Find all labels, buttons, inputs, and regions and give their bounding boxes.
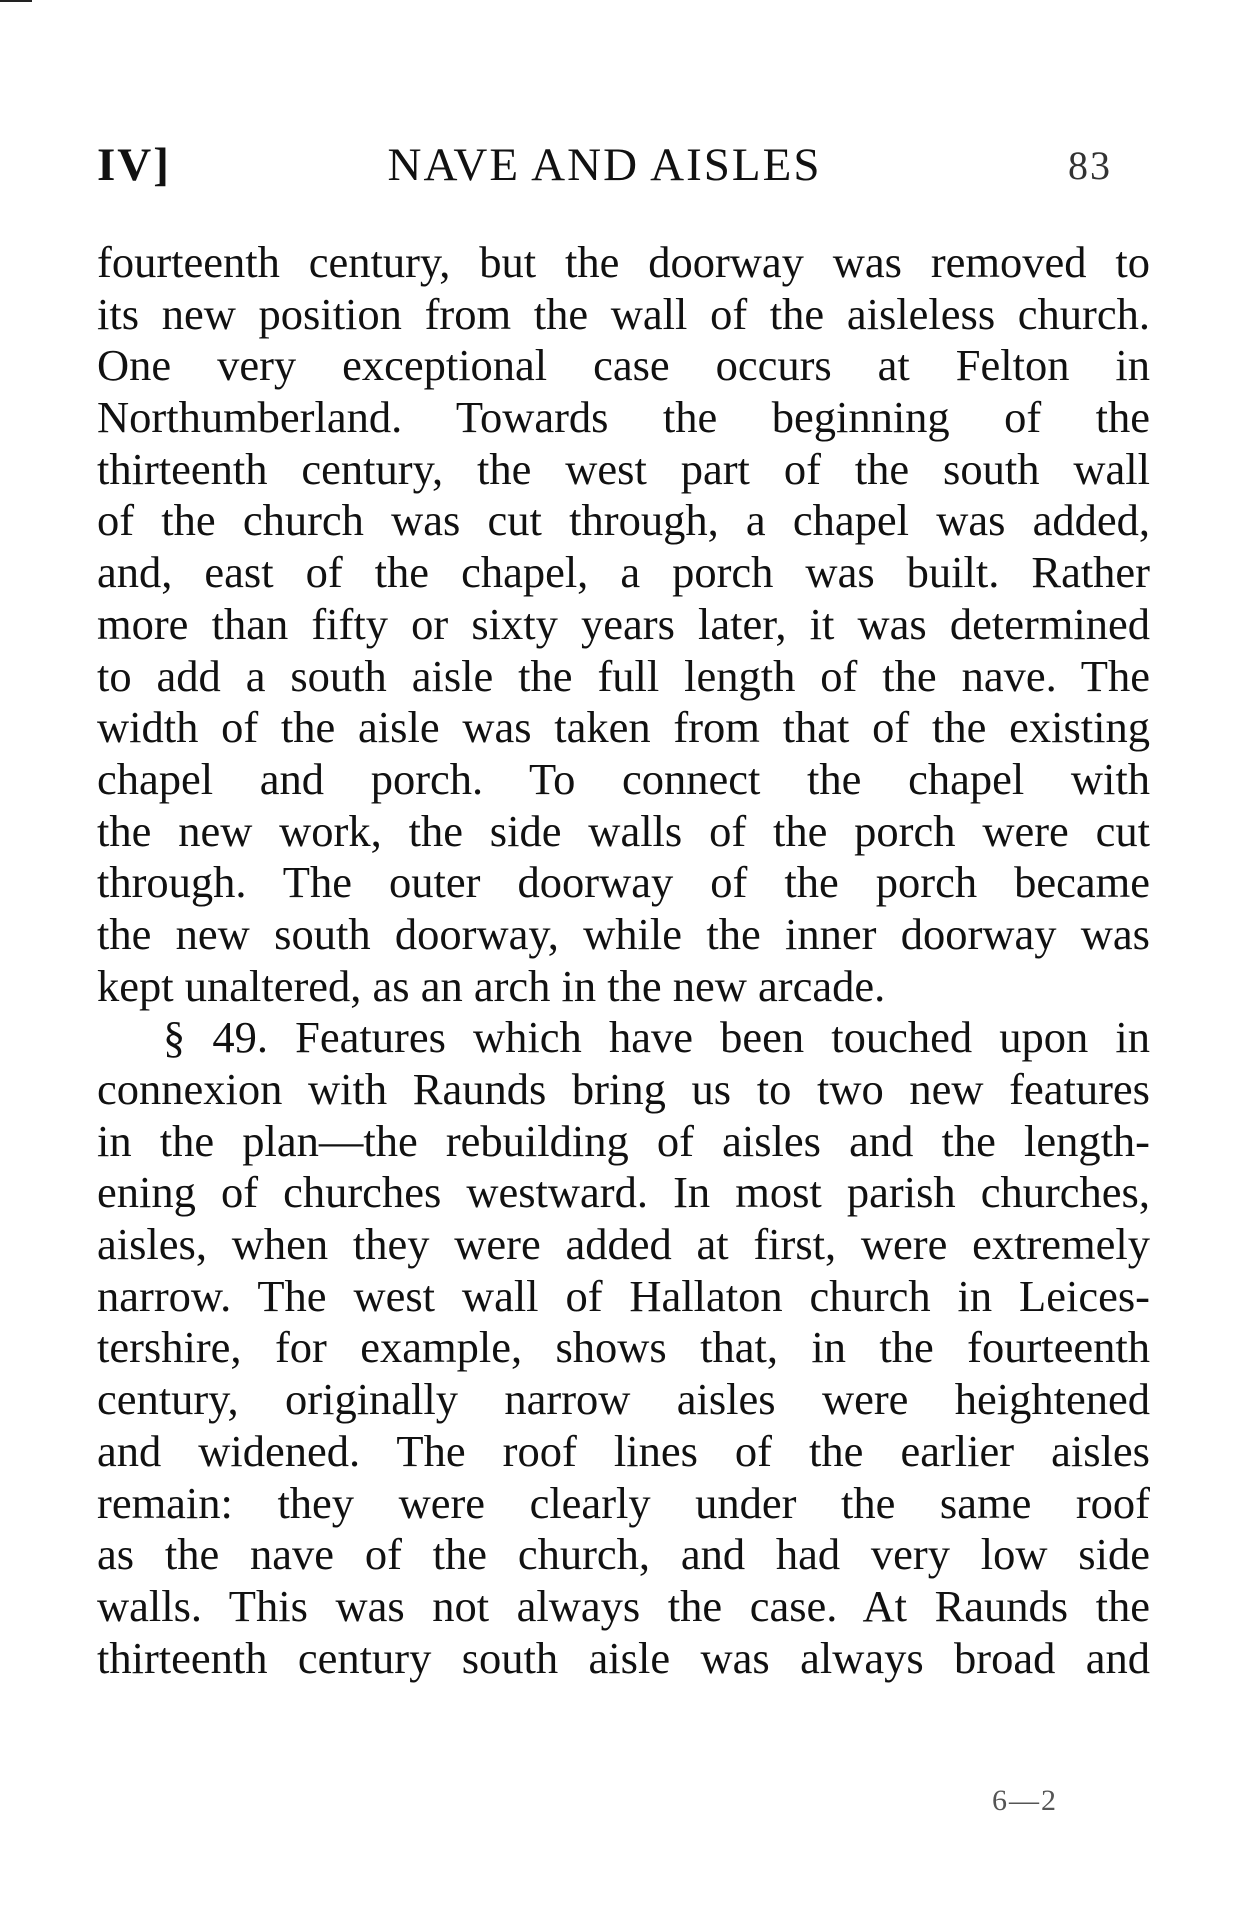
text-line: kept unaltered, as an arch in the new arcade. xyxy=(97,960,886,1011)
text-line: the new south doorway, while the inner doorway was xyxy=(97,908,1150,959)
running-title: NAVE AND AISLES xyxy=(387,139,822,191)
paragraph-2 xyxy=(97,1012,1150,1684)
running-header xyxy=(97,138,1112,198)
text-line: walls. This was not always the case. At Raunds the xyxy=(97,1580,1150,1631)
page-number: 83 xyxy=(1068,143,1112,188)
scan-edge-mark xyxy=(0,0,32,2)
paragraph-1 xyxy=(97,237,1150,1012)
chapter-number: IV] xyxy=(97,139,171,191)
text-line: its new position from the wall of the aisleless church. xyxy=(97,288,1150,339)
text-line: narrow. The west wall of Hallaton church in Leices- xyxy=(97,1270,1150,1321)
text-line: of the church was cut through, a chapel was added, xyxy=(97,495,1150,546)
body-text xyxy=(97,237,1150,1684)
text-line: more than fifty or sixty years later, it was determined xyxy=(97,598,1150,649)
text-line: fourteenth century, but the doorway was removed to xyxy=(97,237,1150,287)
text-line: One very exceptional case occurs at Felton in xyxy=(97,340,1150,391)
text-line: to add a south aisle the full length of the nave. The xyxy=(97,650,1150,701)
text-line: and widened. The roof lines of the earlier aisles xyxy=(97,1425,1150,1476)
text-line: chapel and porch. To connect the chapel with xyxy=(97,753,1150,804)
text-line: connexion with Raunds bring us to two new features xyxy=(97,1064,1150,1114)
text-line: tershire, for example, shows that, in the fourteenth xyxy=(97,1322,1150,1373)
text-line: the new work, the side walls of the porch were cut xyxy=(97,805,1150,856)
signature-mark: 6—2 xyxy=(992,1784,1058,1817)
text-line: as the nave of the church, and had very low side xyxy=(97,1529,1150,1580)
text-line: width of the aisle was taken from that of the existing xyxy=(97,702,1150,753)
text-line: in the plan—the rebuilding of aisles and the length- xyxy=(97,1115,1150,1166)
text-line: and, east of the chapel, a porch was built. Rather xyxy=(97,547,1150,598)
text-line: through. The outer doorway of the porch became xyxy=(97,857,1150,908)
text-line: century, originally narrow aisles were heightened xyxy=(97,1374,1150,1425)
text-line: Northumberland. Towards the beginning of the xyxy=(97,392,1150,443)
text-line: thirteenth century, the west part of the south wall xyxy=(97,443,1150,494)
text-line: thirteenth century south aisle was always broad and xyxy=(97,1632,1150,1683)
text-line: ening of churches westward. In most parish churches, xyxy=(97,1167,1150,1218)
text-line: remain: they were clearly under the same roof xyxy=(97,1477,1150,1528)
text-line: § 49. Features which have been touched upon in xyxy=(163,1012,1150,1063)
text-line: aisles, when they were added at first, were extremely xyxy=(97,1219,1150,1270)
